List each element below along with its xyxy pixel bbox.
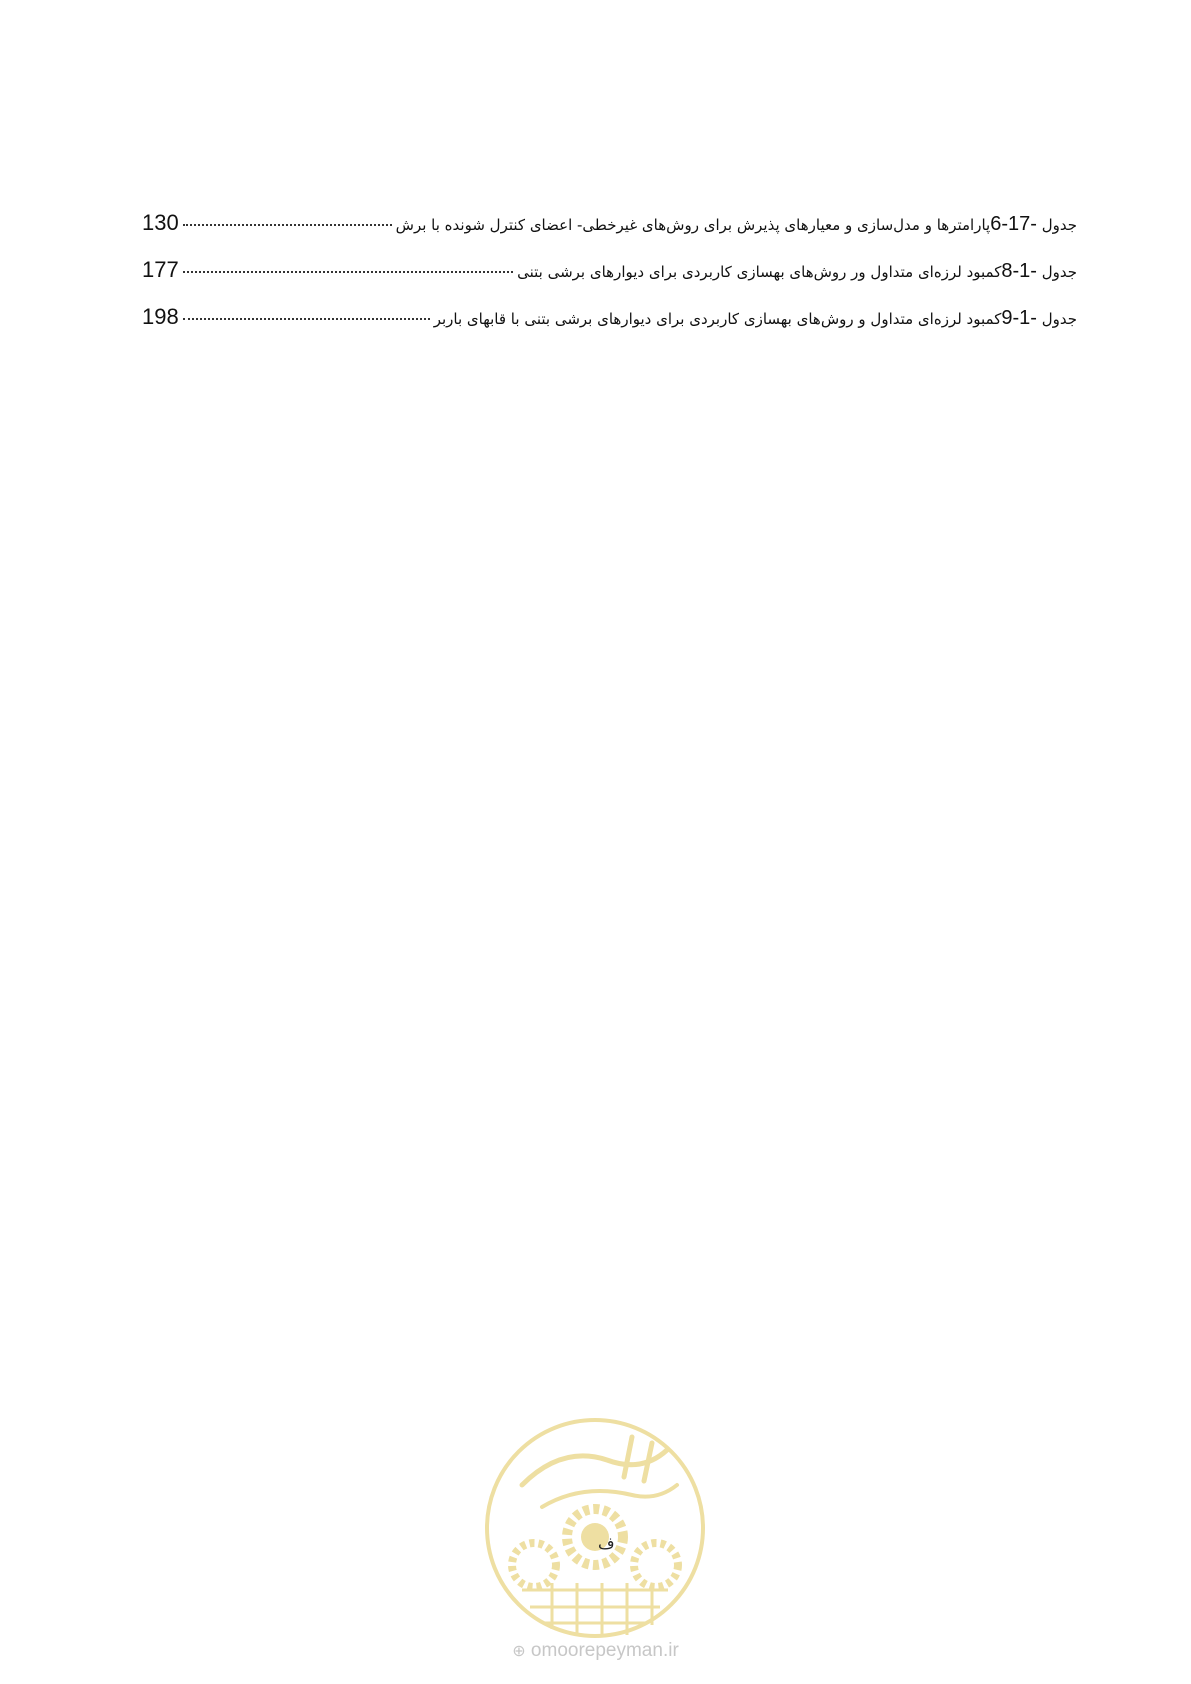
toc-title: کمبود لرزه‌ای متداول ور روش‌های بهسازی کاربردی برای دیوارهای برشی بتنی [517, 263, 1002, 281]
toc-entry[interactable] [142, 210, 1077, 257]
website-url-text: omoorepeyman.ir [530, 1640, 679, 1661]
toc-number: 8-1- [1001, 260, 1037, 282]
toc-entry-label [990, 213, 1077, 236]
toc-title: پارامترها و مدل‌سازی و معیارهای پذیرش برای روش‌های غیرخطی- اعضای کنترل شونده با برش [395, 216, 991, 234]
toc-word: جدول [1041, 263, 1077, 281]
toc-page-number: 130 [142, 210, 179, 235]
toc-number: 6-17- [990, 213, 1037, 235]
toc-number: 9-1- [1001, 307, 1037, 329]
toc-title: کمبود لرزه‌ای متداول و روش‌های بهسازی کاربردی برای دیوارهای برشی بتنی با قابهای باربر [433, 310, 1002, 328]
dot-leader [183, 224, 392, 226]
website-url[interactable] [488, 1640, 703, 1662]
globe-icon: ⊕ [512, 1643, 526, 1660]
dot-leader [183, 318, 430, 320]
toc-word: جدول [1041, 310, 1077, 328]
toc-entry-label [1001, 307, 1077, 330]
toc-entry[interactable] [142, 304, 1077, 351]
toc-entry-label [1001, 260, 1077, 283]
toc-page-number: 198 [142, 304, 179, 329]
watermark-logo [482, 1415, 708, 1641]
dot-leader [183, 271, 513, 273]
toc-entry[interactable] [142, 257, 1077, 304]
page-number: ف [598, 1534, 615, 1553]
toc-word: جدول [1041, 216, 1077, 234]
table-of-contents [142, 210, 1077, 351]
toc-page-number: 177 [142, 257, 179, 282]
